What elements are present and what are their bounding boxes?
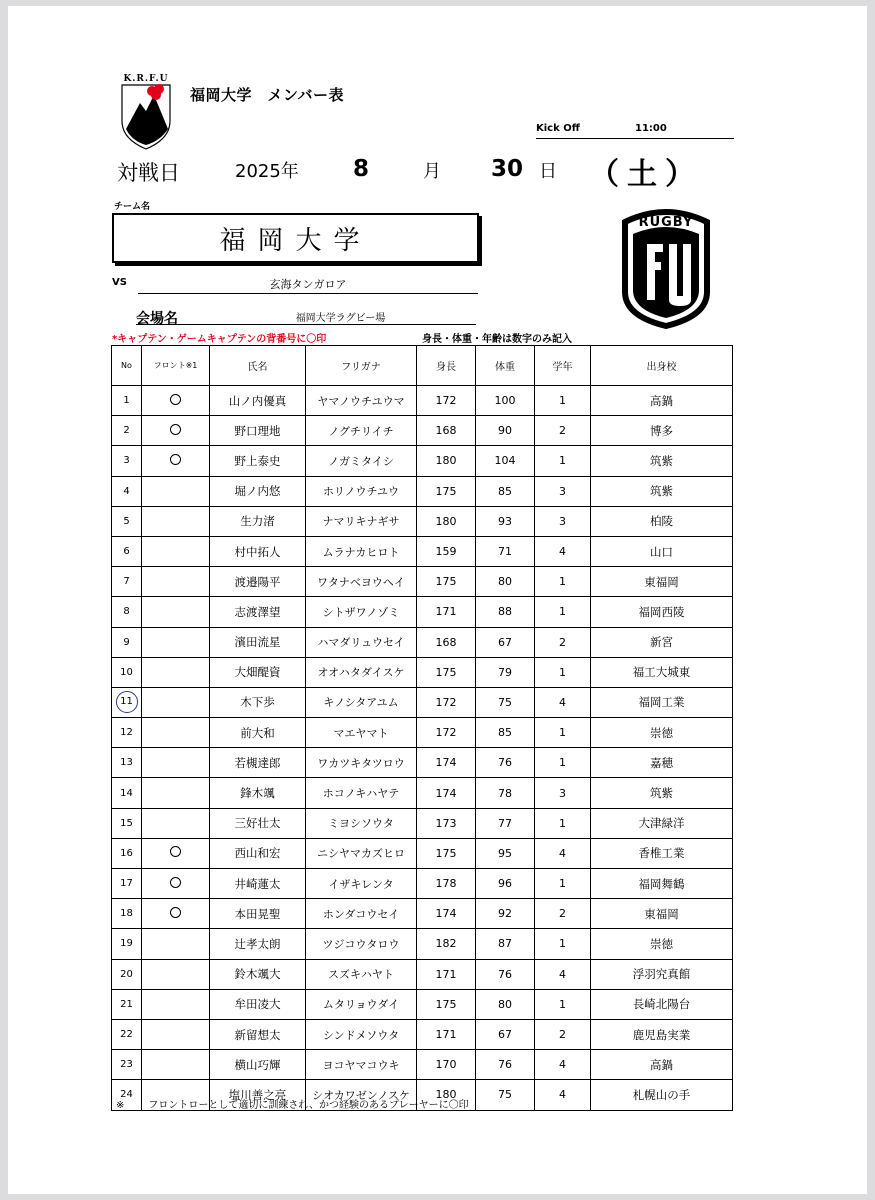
player-weight: 80 (476, 989, 535, 1019)
player-weight: 75 (476, 1080, 535, 1110)
front-row-circle-icon (170, 846, 181, 857)
player-kana: ムラナカヒロト (306, 536, 417, 566)
player-weight: 80 (476, 567, 535, 597)
player-number: 19 (112, 929, 142, 959)
front-row-mark (142, 567, 210, 597)
player-weight: 96 (476, 869, 535, 899)
footnote-mark: ※ (116, 1100, 125, 1111)
player-kana: ナマリキナギサ (306, 506, 417, 536)
player-number: 1 (112, 386, 142, 416)
match-date-month: 8 (353, 156, 370, 182)
table-row (112, 597, 733, 627)
player-weight: 76 (476, 959, 535, 989)
table-row (112, 718, 733, 748)
player-number: 7 (112, 567, 142, 597)
player-kana: ツジコウタロウ (306, 929, 417, 959)
player-weight: 87 (476, 929, 535, 959)
player-kana: シトザワノゾミ (306, 597, 417, 627)
venue-label: 会場名 (136, 311, 178, 327)
front-row-mark (142, 929, 210, 959)
col-header-grade: 学年 (535, 346, 591, 386)
team-name-box (112, 213, 479, 263)
match-date-year: 2025年 (235, 161, 299, 182)
player-weight: 90 (476, 416, 535, 446)
player-school: 長崎北陽台 (591, 989, 733, 1019)
player-school: 福岡舞鶴 (591, 869, 733, 899)
player-weight: 79 (476, 657, 535, 687)
page-title: 福岡大学 メンバー表 (190, 86, 344, 104)
col-header-front: フロント※1 (142, 346, 210, 386)
front-row-mark (142, 627, 210, 657)
player-height: 172 (417, 687, 476, 717)
vs-label: VS (112, 277, 127, 288)
player-grade: 1 (535, 748, 591, 778)
player-school: 浮羽究真館 (591, 959, 733, 989)
col-header-kana: フリガナ (306, 346, 417, 386)
player-school: 東福岡 (591, 567, 733, 597)
captain-number: 11 (116, 691, 138, 713)
player-name: 塩川善之亮 (210, 1080, 306, 1110)
team-name: 福岡大学 (219, 225, 372, 256)
table-row (112, 748, 733, 778)
player-height: 171 (417, 1019, 476, 1049)
player-height: 168 (417, 416, 476, 446)
player-kana: イザキレンタ (306, 869, 417, 899)
player-weight: 67 (476, 627, 535, 657)
player-kana: ニシヤマカズヒロ (306, 838, 417, 868)
player-school: 博多 (591, 416, 733, 446)
kickoff-time: 11:00 (635, 123, 667, 134)
front-row-mark (142, 989, 210, 1019)
table-row (112, 1050, 733, 1080)
front-row-mark (142, 657, 210, 687)
player-number: 3 (112, 446, 142, 476)
front-row-mark (142, 687, 210, 717)
front-row-mark (142, 869, 210, 899)
player-grade: 2 (535, 627, 591, 657)
player-name: 牟田凌大 (210, 989, 306, 1019)
player-height: 171 (417, 959, 476, 989)
player-height: 173 (417, 808, 476, 838)
player-height: 175 (417, 567, 476, 597)
player-kana: ミヨシソウタ (306, 808, 417, 838)
front-row-mark (142, 748, 210, 778)
player-name: 志渡澤望 (210, 597, 306, 627)
player-height: 159 (417, 536, 476, 566)
player-height: 175 (417, 838, 476, 868)
player-number: 24 (112, 1080, 142, 1110)
player-grade: 1 (535, 989, 591, 1019)
player-kana: マエヤマト (306, 718, 417, 748)
player-grade: 4 (535, 536, 591, 566)
player-height: 178 (417, 869, 476, 899)
player-school: 山口 (591, 536, 733, 566)
col-header-school: 出身校 (591, 346, 733, 386)
player-school: 崇徳 (591, 718, 733, 748)
front-row-circle-icon (170, 394, 181, 405)
player-name: 横山巧輝 (210, 1050, 306, 1080)
col-header-name: 氏名 (210, 346, 306, 386)
player-number: 6 (112, 536, 142, 566)
match-date-day: 30 (491, 156, 524, 182)
player-grade: 1 (535, 808, 591, 838)
player-number: 17 (112, 869, 142, 899)
player-weight: 88 (476, 597, 535, 627)
player-height: 170 (417, 1050, 476, 1080)
player-kana: ヨコヤマコウキ (306, 1050, 417, 1080)
player-grade: 1 (535, 597, 591, 627)
front-row-mark (142, 838, 210, 868)
player-number: 10 (112, 657, 142, 687)
player-name: 辻孝太朗 (210, 929, 306, 959)
roster-table (111, 345, 733, 1111)
front-row-mark (142, 899, 210, 929)
player-weight: 85 (476, 718, 535, 748)
footnote (116, 1096, 493, 1111)
front-row-mark (142, 476, 210, 506)
player-height: 174 (417, 899, 476, 929)
match-date-month-unit: 月 (423, 161, 441, 182)
player-kana: ノガミタイシ (306, 446, 417, 476)
table-row (112, 446, 733, 476)
player-kana: ホンダコウセイ (306, 899, 417, 929)
player-number: 12 (112, 718, 142, 748)
player-name: 前大和 (210, 718, 306, 748)
player-height: 174 (417, 778, 476, 808)
player-height: 172 (417, 718, 476, 748)
player-height: 180 (417, 446, 476, 476)
player-grade: 1 (535, 929, 591, 959)
player-school: 筑紫 (591, 446, 733, 476)
player-grade: 1 (535, 386, 591, 416)
player-name: 濱田流星 (210, 627, 306, 657)
player-school: 香椎工業 (591, 838, 733, 868)
player-weight: 95 (476, 838, 535, 868)
player-height: 182 (417, 929, 476, 959)
table-row (112, 989, 733, 1019)
player-grade: 3 (535, 506, 591, 536)
player-height: 180 (417, 506, 476, 536)
player-grade: 1 (535, 657, 591, 687)
player-kana: シオカワゼンノスケ (306, 1080, 417, 1110)
player-school: 大津緑洋 (591, 808, 733, 838)
player-weight: 76 (476, 1050, 535, 1080)
table-row (112, 536, 733, 566)
player-school: 新宮 (591, 627, 733, 657)
player-school: 高鍋 (591, 386, 733, 416)
player-weight: 77 (476, 808, 535, 838)
player-school: 高鍋 (591, 1050, 733, 1080)
player-school: 福岡西陵 (591, 597, 733, 627)
player-weight: 71 (476, 536, 535, 566)
front-row-circle-icon (170, 907, 181, 918)
player-name: 井崎蓮太 (210, 869, 306, 899)
player-kana: シンドメソウタ (306, 1019, 417, 1049)
front-row-circle-icon (170, 424, 181, 435)
player-number: 21 (112, 989, 142, 1019)
kickoff-label: Kick Off (536, 123, 580, 134)
player-kana: スズキハヤト (306, 959, 417, 989)
player-grade: 4 (535, 838, 591, 868)
member-sheet (8, 6, 867, 1194)
player-kana: ノグチリイチ (306, 416, 417, 446)
front-row-mark (142, 506, 210, 536)
player-number: 16 (112, 838, 142, 868)
player-school: 柏陵 (591, 506, 733, 536)
player-name: 堀ノ内悠 (210, 476, 306, 506)
player-school: 筑紫 (591, 476, 733, 506)
table-row (112, 386, 733, 416)
table-row (112, 929, 733, 959)
front-row-mark (142, 597, 210, 627)
club-logo-icon (116, 71, 176, 151)
player-name: 野口理地 (210, 416, 306, 446)
player-grade: 2 (535, 899, 591, 929)
player-kana: ワタナベヨウヘイ (306, 567, 417, 597)
player-kana: ムタリョウダイ (306, 989, 417, 1019)
player-name: 鈴木颯大 (210, 959, 306, 989)
player-height: 168 (417, 627, 476, 657)
front-row-mark (142, 959, 210, 989)
player-grade: 1 (535, 446, 591, 476)
player-weight: 67 (476, 1019, 535, 1049)
venue-underline (136, 324, 476, 325)
player-number: 4 (112, 476, 142, 506)
player-school: 崇徳 (591, 929, 733, 959)
player-grade: 2 (535, 1019, 591, 1049)
player-name: 大畑醍資 (210, 657, 306, 687)
player-name: 生力渚 (210, 506, 306, 536)
player-grade: 3 (535, 476, 591, 506)
player-height: 172 (417, 386, 476, 416)
player-school: 福工大城東 (591, 657, 733, 687)
player-number: 22 (112, 1019, 142, 1049)
match-date-label: 対戦日 (117, 161, 180, 185)
player-number: 13 (112, 748, 142, 778)
player-number: 14 (112, 778, 142, 808)
club-logo-text: K.R.F.U (123, 74, 169, 84)
player-height: 180 (417, 1080, 476, 1110)
player-number (112, 687, 142, 717)
numbers-note: 身長・体重・年齢は数字のみ記入 (422, 334, 572, 345)
front-row-mark (142, 808, 210, 838)
front-row-circle-icon (170, 877, 181, 888)
venue-name: 福岡大学ラグビー場 (295, 313, 386, 324)
rugby-emblem-text: RUGBY (638, 215, 694, 230)
player-height: 174 (417, 748, 476, 778)
player-height: 175 (417, 657, 476, 687)
front-row-circle-icon (170, 454, 181, 465)
player-name: 三好壮太 (210, 808, 306, 838)
col-header-height: 身長 (417, 346, 476, 386)
player-school: 鹿児島実業 (591, 1019, 733, 1049)
player-grade: 1 (535, 718, 591, 748)
player-name: 村中拓人 (210, 536, 306, 566)
player-weight: 93 (476, 506, 535, 536)
table-row (112, 959, 733, 989)
table-row (112, 1019, 733, 1049)
rugby-emblem-icon (619, 200, 713, 330)
player-number: 23 (112, 1050, 142, 1080)
player-number: 8 (112, 597, 142, 627)
front-row-mark (142, 536, 210, 566)
front-row-mark (142, 718, 210, 748)
player-kana: キノシタアユム (306, 687, 417, 717)
player-name: 本田晃聖 (210, 899, 306, 929)
col-header-weight: 体重 (476, 346, 535, 386)
front-row-mark (142, 1050, 210, 1080)
player-kana: オオハタダイスケ (306, 657, 417, 687)
table-row (112, 899, 733, 929)
col-header-no: No (112, 346, 142, 386)
player-weight: 92 (476, 899, 535, 929)
table-row (112, 869, 733, 899)
player-weight: 76 (476, 748, 535, 778)
player-weight: 100 (476, 386, 535, 416)
table-row (112, 808, 733, 838)
player-kana: ヤマノウチユウマ (306, 386, 417, 416)
front-row-mark (142, 1019, 210, 1049)
player-name: 山ノ内優真 (210, 386, 306, 416)
player-kana: ホコノキハヤテ (306, 778, 417, 808)
footnote-text: フロントローとして適切に訓練され、かつ経験のあるプレーヤーに〇印 (148, 1100, 469, 1111)
kickoff-underline (536, 138, 734, 139)
table-row (112, 657, 733, 687)
opponent-underline (138, 293, 478, 294)
table-row (112, 416, 733, 446)
table-row (112, 687, 733, 717)
player-grade: 4 (535, 1080, 591, 1110)
team-name-label: チーム名 (114, 202, 151, 212)
player-school: 筑紫 (591, 778, 733, 808)
match-date-day-unit: 日 (539, 161, 557, 182)
player-school: 札幌山の手 (591, 1080, 733, 1110)
player-grade: 4 (535, 1050, 591, 1080)
table-row (112, 476, 733, 506)
player-grade: 3 (535, 778, 591, 808)
player-name: 西山和宏 (210, 838, 306, 868)
table-row (112, 567, 733, 597)
player-school: 嘉穂 (591, 748, 733, 778)
player-number: 5 (112, 506, 142, 536)
table-header-row (112, 346, 733, 386)
player-weight: 85 (476, 476, 535, 506)
front-row-mark (142, 778, 210, 808)
table-row (112, 778, 733, 808)
player-grade: 1 (535, 869, 591, 899)
player-name: 新留想太 (210, 1019, 306, 1049)
match-date-weekday: （土） (589, 157, 703, 192)
player-school: 東福岡 (591, 899, 733, 929)
player-name: 野上泰史 (210, 446, 306, 476)
player-grade: 4 (535, 687, 591, 717)
player-school: 福岡工業 (591, 687, 733, 717)
player-kana: ハマダリュウセイ (306, 627, 417, 657)
table-row (112, 627, 733, 657)
player-weight: 78 (476, 778, 535, 808)
opponent-name: 玄海タンガロア (269, 278, 347, 291)
player-number: 15 (112, 808, 142, 838)
captain-note: *キャプテン・ゲームキャプテンの背番号に〇印 (112, 334, 327, 345)
player-kana: ワカツキタツロウ (306, 748, 417, 778)
player-weight: 75 (476, 687, 535, 717)
player-kana: ホリノウチユウ (306, 476, 417, 506)
player-name: 若槻達郎 (210, 748, 306, 778)
player-grade: 1 (535, 567, 591, 597)
player-grade: 2 (535, 416, 591, 446)
table-row (112, 506, 733, 536)
table-row (112, 838, 733, 868)
player-name: 渡邉陽平 (210, 567, 306, 597)
player-weight: 104 (476, 446, 535, 476)
player-number: 20 (112, 959, 142, 989)
front-row-mark (142, 416, 210, 446)
player-number: 18 (112, 899, 142, 929)
front-row-mark (142, 446, 210, 476)
player-grade: 4 (535, 959, 591, 989)
roster-body (112, 386, 733, 1111)
player-number: 9 (112, 627, 142, 657)
player-height: 175 (417, 989, 476, 1019)
player-name: 鋒木颯 (210, 778, 306, 808)
front-row-mark (142, 386, 210, 416)
player-name: 木下歩 (210, 687, 306, 717)
player-height: 175 (417, 476, 476, 506)
player-number: 2 (112, 416, 142, 446)
player-height: 171 (417, 597, 476, 627)
